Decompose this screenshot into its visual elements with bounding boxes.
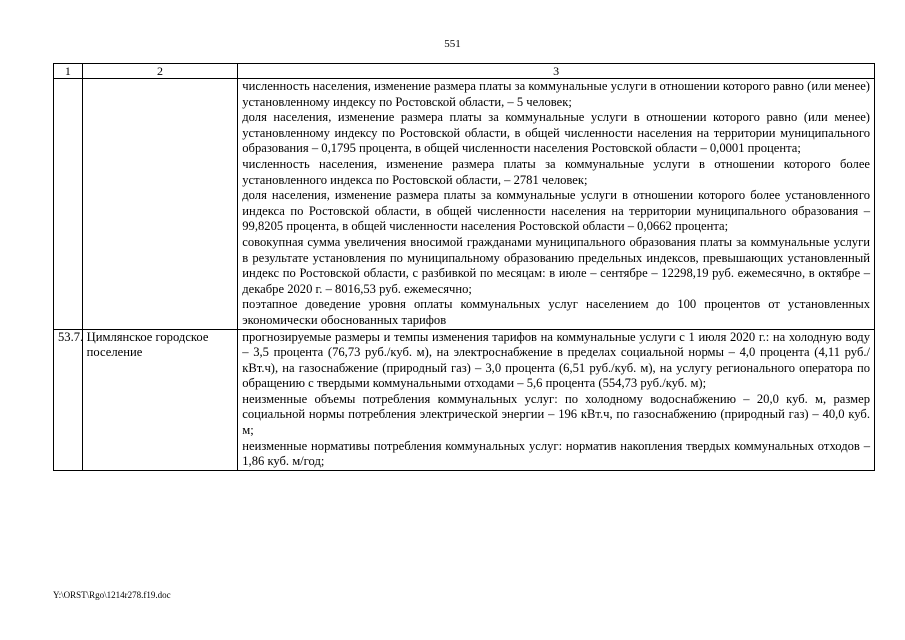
header-col-2: 2 [82,64,238,79]
paragraph: неизменные нормативы потребления коммунальных услуг: норматив накопления твердых коммунальных отходов – 1,86 куб. м/год; [242,438,870,469]
paragraph: неизменные объемы потребления коммунальных услуг: по холодному водоснабжению – 20,0 куб. м, размер социальной нормы потребления электрической энергии – 196 кВт.ч, по газоснабжению (природный газ) – 40,0 куб. м; [242,391,870,438]
paragraph: совокупная сумма увеличения вносимой гражданами муниципального образования платы за коммунальные услуги в результате установления по муниципальному образованию предельных индексов, превышающих установленный индекс по Ростовской области, с разбивкой по месяцам: в июле – сентябре – 12298,19 руб. ежемесячно, в октябре – декабре 2020 г. – 8016,53 руб. ежемесячно; [242,234,870,296]
row-content [238,79,875,330]
header-col-1: 1 [54,64,83,79]
header-col-3: 3 [238,64,875,79]
row-content [238,329,875,470]
table-row [54,329,875,470]
paragraph: доля населения, изменение размера платы за коммунальные услуги в отношении которого равно (или менее) установленному индексу по Ростовской области, в общей численности населения на территории муниципального образования – 0,1795 процента, в общей численности населения Ростовской области – 0,0001 процента; [242,110,870,156]
page-number: 551 [444,38,461,50]
paragraph: численность населения, изменение размера платы за коммунальные услуги в отношении которого равно (или менее) установленному индексу по Ростовской области, – 5 человек; [242,79,870,109]
file-path-footer: Y:\ORST\Rgo\1214r278.f19.doc [53,590,171,600]
row-name [82,79,238,330]
paragraph: доля населения, изменение размера платы за коммунальные услуги в отношении которого более установленного индекса по Ростовской области, в общей численности населения на территории муниципального образования – 99,8205 процента, в общей численности населения Ростовской области – 0,0662 процента; [242,188,870,234]
document-table [53,63,875,471]
row-number: 53.7. [54,329,83,470]
paragraph: поэтапное доведение уровня оплаты коммунальных услуг населением до 100 процентов от установленных экономически обоснованных тарифов [242,297,870,327]
row-name: Цимлянское городское поселение [82,329,238,470]
table-header-row [54,64,875,79]
row-number [54,79,83,330]
paragraph: численность населения, изменение размера платы за коммунальные услуги в отношении которого более установленного индекса по Ростовской области, – 2781 человек; [242,156,870,187]
table-row [54,79,875,330]
paragraph: прогнозируемые размеры и темпы изменения тарифов на коммунальные услуги с 1 июля 2020 г.: на холодную воду – 3,5 процента (76,73 руб./куб. м), на электроснабжение в пределах социальной нормы – 4,0 процента (4,11 руб./кВт.ч), на газоснабжение (природный газ) – 3,0 процента (6,51 руб./куб. м), на услугу регионального оператора по обращению с твердыми коммунальными отходами – 5,6 процента (554,73 руб./куб. м); [242,329,870,391]
